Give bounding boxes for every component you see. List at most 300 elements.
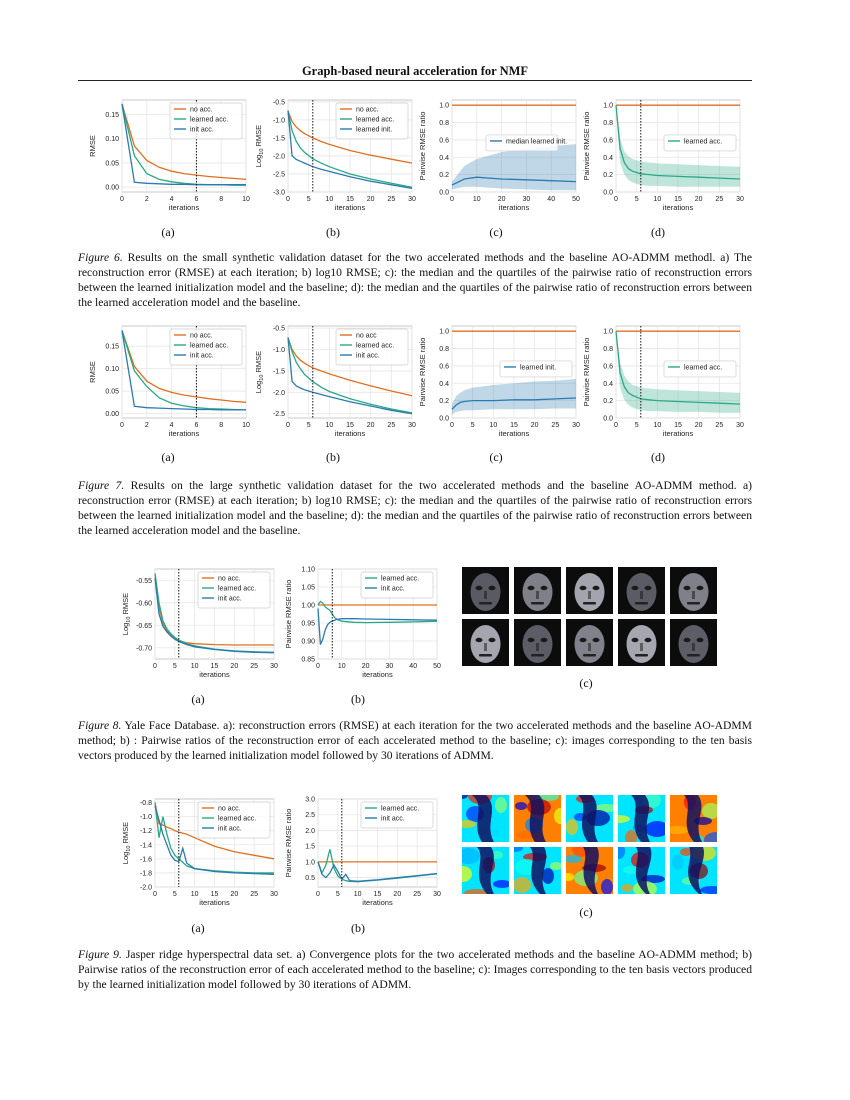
y-tick-label: 0.4 <box>439 154 449 162</box>
x-tick-label: 5 <box>172 891 177 898</box>
legend-label: init acc. <box>218 595 242 603</box>
x-tick-label: 6 <box>194 422 199 429</box>
y-tick-label: 0.90 <box>301 638 315 646</box>
subcaption-8b: (b) <box>351 692 365 706</box>
texture-patch <box>495 797 507 813</box>
x-tick-label: 0 <box>286 422 290 429</box>
y-tick-label: 0.0 <box>603 415 613 423</box>
y-tick-label: 0.10 <box>105 136 119 144</box>
y-tick-label: -1.0 <box>272 117 285 125</box>
x-tick-label: 10 <box>353 891 362 898</box>
y-tick-label: 0.15 <box>105 343 119 351</box>
y-tick-label: -2.0 <box>272 153 285 161</box>
y-tick-label: 0.05 <box>105 160 119 168</box>
legend-label: learned acc. <box>356 342 395 350</box>
x-tick-label: 50 <box>433 663 441 670</box>
chart-6c <box>412 96 582 218</box>
y-tick-label: 0.00 <box>105 411 119 419</box>
x-tick-label: 0 <box>120 196 124 203</box>
x-tick-label: 30 <box>408 422 416 429</box>
y-axis-label: RMSE <box>88 361 97 383</box>
nose-shape <box>640 591 643 599</box>
legend-label: median learned init. <box>506 138 568 146</box>
mouth-shape <box>687 602 700 605</box>
eye-shape <box>593 638 600 642</box>
legend-label: learned acc. <box>356 116 395 124</box>
legend-label: init acc. <box>190 126 214 134</box>
texture-patch <box>515 802 527 810</box>
eye-shape <box>489 586 496 590</box>
legend-label: no acc. <box>190 106 213 114</box>
eye-shape <box>528 638 535 642</box>
x-tick-label: 30 <box>270 663 278 670</box>
subcaption-6c: (c) <box>489 225 503 239</box>
subcaption-6b: (b) <box>326 225 340 239</box>
hyperspectral-basis-image <box>462 795 509 842</box>
eye-shape <box>541 638 548 642</box>
y-axis-label: Pairwise RMSE ratio <box>582 337 591 407</box>
hyperspectral-gallery <box>462 795 717 894</box>
x-tick-label: 25 <box>387 196 396 203</box>
mouth-shape <box>531 602 544 605</box>
nose-shape <box>484 643 487 651</box>
chart-8b <box>278 565 443 685</box>
x-tick-label: 5 <box>634 422 639 429</box>
y-axis-label: RMSE <box>88 135 97 157</box>
x-tick-label: 2 <box>144 422 149 429</box>
chart-8a <box>115 565 280 685</box>
x-tick-label: 10 <box>472 196 481 203</box>
x-tick-label: 4 <box>169 422 174 429</box>
eye-shape <box>541 586 548 590</box>
legend-label: learned acc. <box>684 138 723 146</box>
y-tick-label: 0.2 <box>439 172 449 180</box>
x-tick-label: 6 <box>194 196 199 203</box>
x-tick-label: 30 <box>736 196 744 203</box>
y-tick-label: -2.0 <box>139 884 152 892</box>
subcaption-7b: (b) <box>326 450 340 464</box>
hyperspectral-basis-image <box>514 795 561 842</box>
x-tick-label: 20 <box>530 422 539 429</box>
y-tick-label: -0.55 <box>136 577 152 585</box>
hyperspectral-basis-image <box>462 847 509 894</box>
x-axis-label: iterations <box>334 203 366 212</box>
x-tick-label: 10 <box>242 196 250 203</box>
x-tick-label: 20 <box>497 196 506 203</box>
nose-shape <box>536 643 539 651</box>
x-tick-label: 40 <box>547 196 556 203</box>
legend-label: learned acc. <box>684 364 723 372</box>
eye-shape <box>528 586 535 590</box>
x-tick-label: 20 <box>230 891 239 898</box>
y-tick-label: -0.5 <box>272 325 285 333</box>
eye-shape <box>684 586 691 590</box>
y-tick-label: 0.8 <box>603 120 613 128</box>
y-tick-label: -1.0 <box>139 814 152 822</box>
x-tick-label: 20 <box>230 663 239 670</box>
x-axis-label: iterations <box>662 203 694 212</box>
x-tick-label: 10 <box>489 422 498 429</box>
y-tick-label: 0.6 <box>439 137 449 145</box>
legend-label: learned acc. <box>190 342 229 350</box>
eye-shape <box>645 638 652 642</box>
x-tick-label: 30 <box>408 196 416 203</box>
legend-label: learned acc. <box>381 805 420 813</box>
figure-9-caption <box>78 947 752 992</box>
y-tick-label: 0.4 <box>603 154 613 162</box>
x-axis-label: iterations <box>199 670 230 679</box>
y-tick-label: 0.2 <box>603 172 613 180</box>
y-tick-label: 0.10 <box>105 366 119 374</box>
y-axis-label: Pairwise RMSE ratio <box>284 808 293 878</box>
face-basis-image <box>618 567 665 614</box>
x-tick-label: 25 <box>551 422 560 429</box>
hyperspectral-basis-image <box>618 847 665 894</box>
legend-label: init acc. <box>356 352 380 360</box>
figure-6-label: Figure 6. <box>78 251 123 264</box>
y-tick-label: 0.15 <box>105 112 119 120</box>
legend-label: init acc. <box>381 585 405 593</box>
x-tick-label: 20 <box>366 422 375 429</box>
chart-7d <box>576 322 746 444</box>
x-tick-label: 4 <box>169 196 174 203</box>
legend-label: no acc. <box>356 106 379 114</box>
subcaption-9b: (b) <box>351 921 365 935</box>
x-tick-label: 0 <box>316 663 320 670</box>
y-tick-label: 0.05 <box>105 388 119 396</box>
face-basis-image <box>566 619 613 666</box>
face-basis-image <box>514 619 561 666</box>
y-tick-label: 0.8 <box>603 346 613 354</box>
x-tick-label: 0 <box>286 196 290 203</box>
eye-shape <box>632 638 639 642</box>
mouth-shape <box>635 602 648 605</box>
y-tick-label: 1.0 <box>603 102 613 110</box>
y-tick-label: 0.6 <box>439 363 449 371</box>
eye-shape <box>489 638 496 642</box>
y-axis-label-subscript: 10 <box>126 616 132 623</box>
x-tick-label: 15 <box>510 422 518 429</box>
y-tick-label: -2.0 <box>272 389 285 397</box>
eye-shape <box>684 638 691 642</box>
y-tick-label: -1.5 <box>272 135 285 143</box>
y-axis-label: Log$_{10}$ RMSE <box>254 350 265 394</box>
legend-label: no acc. <box>218 805 241 813</box>
x-tick-label: 25 <box>715 422 724 429</box>
eye-shape <box>593 586 600 590</box>
y-tick-label: -0.5 <box>272 99 285 107</box>
hyperspectral-basis-image <box>670 795 717 842</box>
x-tick-label: 30 <box>433 891 441 898</box>
x-tick-label: 5 <box>172 663 177 670</box>
subcaption-6a: (a) <box>161 225 175 239</box>
x-tick-label: 20 <box>361 663 370 670</box>
chart-7c <box>412 322 582 444</box>
y-tick-label: 0.0 <box>439 189 449 197</box>
y-tick-label: 2.5 <box>305 812 315 820</box>
nose-shape <box>692 591 695 599</box>
mouth-shape <box>531 654 544 657</box>
x-tick-label: 25 <box>413 891 422 898</box>
y-axis-label-rest: RMSE <box>254 350 263 375</box>
y-tick-label: 1.00 <box>301 602 315 610</box>
x-tick-label: 30 <box>572 422 580 429</box>
y-tick-label: -1.5 <box>272 368 285 376</box>
mouth-shape <box>583 654 596 657</box>
y-tick-label: -2.5 <box>272 171 285 179</box>
y-tick-label: 0.8 <box>439 346 449 354</box>
legend-label: no acc. <box>190 332 213 340</box>
figure-8-caption <box>78 718 752 763</box>
texture-patch <box>621 884 633 892</box>
x-tick-label: 25 <box>250 663 259 670</box>
legend-label: learned init. <box>356 126 393 134</box>
x-tick-label: 20 <box>393 891 402 898</box>
face-basis-image <box>670 619 717 666</box>
y-tick-label: 0.00 <box>105 184 119 192</box>
legend-label: init acc. <box>381 815 405 823</box>
y-tick-label: 1.0 <box>305 859 315 867</box>
legend-label: learned acc. <box>381 575 420 583</box>
y-tick-label: 0.8 <box>439 120 449 128</box>
mouth-shape <box>635 654 648 657</box>
y-tick-label: 0.2 <box>603 398 613 406</box>
subcaption-6d: (d) <box>651 225 665 239</box>
y-axis-label: Pairwise RMSE ratio <box>284 579 293 649</box>
y-axis-label-rest: RMSE <box>254 124 263 149</box>
figure-7-caption <box>78 478 752 538</box>
x-tick-label: 20 <box>694 196 703 203</box>
x-tick-label: 30 <box>270 891 278 898</box>
figure-6-caption <box>78 250 752 310</box>
y-axis-label-rest: RMSE <box>121 592 130 617</box>
y-axis-label: Pairwise RMSE ratio <box>418 337 427 407</box>
figure-8-text: Yale Face Database. a): reconstruction errors (RMSE) at each iteration for the two accelerated methods and the baseline AO-ADMM method; b) : Pairwise ratios of the reconstruction error of each accelerated method to the baseline; c): images corresponding to the ten basis vectors produced by the learned initialization model followed by 30 iterations of ADMM. <box>78 719 752 762</box>
eye-shape <box>580 586 587 590</box>
texture-patch <box>566 819 578 835</box>
x-tick-label: 30 <box>522 196 531 203</box>
nose-shape <box>536 591 539 599</box>
eye-shape <box>632 586 639 590</box>
x-tick-label: 30 <box>736 422 744 429</box>
eye-shape <box>580 638 587 642</box>
x-tick-label: 10 <box>242 422 250 429</box>
subcaption-9a: (a) <box>191 921 205 935</box>
texture-patch <box>672 854 684 870</box>
x-tick-label: 0 <box>614 422 618 429</box>
y-tick-label: -0.65 <box>136 622 152 630</box>
y-tick-label: -0.70 <box>136 645 152 653</box>
subcaption-9c: (c) <box>579 905 593 919</box>
y-axis-label-subscript: 10 <box>259 148 265 155</box>
x-axis-label: iterations <box>199 898 230 907</box>
y-tick-label: 0.85 <box>301 656 315 664</box>
x-tick-label: 2 <box>144 196 149 203</box>
hyperspectral-basis-image <box>514 847 561 894</box>
x-tick-label: 5 <box>470 422 475 429</box>
chart-9a <box>115 795 280 913</box>
chart-6d <box>576 96 746 218</box>
face-basis-image <box>462 567 509 614</box>
x-tick-label: 0 <box>450 422 454 429</box>
x-tick-label: 25 <box>715 196 724 203</box>
x-axis-label: iterations <box>168 203 200 212</box>
nose-shape <box>692 643 695 651</box>
x-tick-label: 5 <box>306 422 311 429</box>
x-tick-label: 10 <box>337 663 346 670</box>
x-tick-label: 5 <box>634 196 639 203</box>
y-tick-label: 0.4 <box>603 380 613 388</box>
face-basis-image <box>670 567 717 614</box>
y-tick-label: 0.0 <box>603 189 613 197</box>
face-basis-image <box>462 619 509 666</box>
legend-label: learned acc. <box>218 815 257 823</box>
y-tick-label: -1.0 <box>272 347 285 355</box>
x-tick-label: 10 <box>653 196 662 203</box>
x-axis-label: iterations <box>362 898 393 907</box>
nose-shape <box>588 591 591 599</box>
legend-label: init acc. <box>218 825 242 833</box>
y-tick-label: 1.0 <box>439 102 449 110</box>
subcaption-7a: (a) <box>161 450 175 464</box>
nose-shape <box>640 643 643 651</box>
hyperspectral-basis-image <box>566 795 613 842</box>
y-tick-label: -1.2 <box>139 828 152 836</box>
x-tick-label: 10 <box>653 422 662 429</box>
y-tick-label: -0.60 <box>136 600 152 608</box>
nose-shape <box>484 591 487 599</box>
x-axis-label: iterations <box>498 203 530 212</box>
x-axis-label: iterations <box>334 429 366 438</box>
x-tick-label: 0 <box>614 196 618 203</box>
figure-7-label: Figure 7. <box>78 479 125 492</box>
x-tick-label: 25 <box>387 422 396 429</box>
face-basis-image <box>618 619 665 666</box>
figure-9-text: Jasper ridge hyperspectral data set. a) Convergence plots for the two accelerated methods and the baseline AO-ADMM method; b) Pairwise ratios of the reconstruction error of each accelerated method to the baseline; c): Images corresponding to the ten basis vectors produced by the learned initialization model followed by 30 iterations of ADMM. <box>78 948 752 991</box>
eye-shape <box>697 586 704 590</box>
x-axis-label: iterations <box>498 429 530 438</box>
x-axis-label: iterations <box>168 429 200 438</box>
y-tick-label: 1.0 <box>603 328 613 336</box>
mouth-shape <box>479 654 492 657</box>
figure-9-label: Figure 9. <box>78 948 122 961</box>
x-tick-label: 0 <box>153 663 157 670</box>
mouth-shape <box>687 654 700 657</box>
y-tick-label: 0.4 <box>439 380 449 388</box>
header-rule <box>78 80 752 81</box>
legend-label: no acc <box>356 332 377 340</box>
x-tick-label: 10 <box>325 196 334 203</box>
y-axis-label: Log$_{10}$ RMSE <box>254 124 265 168</box>
y-axis-label: Log$_{10}$ RMSE <box>121 592 132 636</box>
mouth-shape <box>479 602 492 605</box>
subcaption-8a: (a) <box>191 692 205 706</box>
x-tick-label: 0 <box>450 196 454 203</box>
y-tick-label: -0.8 <box>139 800 152 808</box>
chart-6a <box>82 96 252 218</box>
y-axis-label: Pairwise RMSE ratio <box>418 111 427 181</box>
y-tick-label: 1.5 <box>305 843 315 851</box>
x-tick-label: 0 <box>120 422 124 429</box>
figure-8-label: Figure 8. <box>78 719 122 732</box>
eye-shape <box>476 638 483 642</box>
x-tick-label: 20 <box>366 196 375 203</box>
y-axis-label-subscript: 10 <box>126 845 132 852</box>
y-tick-label: 0.0 <box>439 415 449 423</box>
x-tick-label: 15 <box>346 196 354 203</box>
x-tick-label: 50 <box>572 196 580 203</box>
x-tick-label: 15 <box>674 196 682 203</box>
y-tick-label: -1.4 <box>139 842 152 850</box>
face-basis-image <box>514 567 561 614</box>
subcaption-7d: (d) <box>651 450 665 464</box>
y-axis-label-subscript: 10 <box>259 374 265 381</box>
hyperspectral-basis-image <box>566 847 613 894</box>
x-tick-label: 10 <box>190 663 199 670</box>
x-tick-label: 15 <box>373 891 382 898</box>
chart-9b <box>278 795 443 913</box>
legend-label: learned acc. <box>218 585 257 593</box>
x-axis-label: iterations <box>362 670 393 679</box>
y-tick-label: -1.8 <box>139 870 152 878</box>
mouth-shape <box>583 602 596 605</box>
x-tick-label: 30 <box>385 663 394 670</box>
y-tick-label: 2.0 <box>305 827 315 835</box>
hyperspectral-basis-image <box>670 847 717 894</box>
subcaption-8c: (c) <box>579 676 593 690</box>
y-tick-label: 0.2 <box>439 398 449 406</box>
x-tick-label: 15 <box>674 422 682 429</box>
x-tick-label: 15 <box>346 422 354 429</box>
figure-7-text: Results on the large synthetic validation dataset for the two accelerated methods and the baseline AO-ADMM method. a) reconstruction error (RMSE) at each iteration; b) log10 RMSE; c): the median and the quartiles of the pairwise ratio of reconstruction errors between the learned initialization model and the baseline; d): the median and the quartiles of the pairwise ratio of reconstruction errors between the learned acceleration model and the baseline. <box>78 479 752 537</box>
eye-shape <box>645 586 652 590</box>
y-tick-label: -2.5 <box>272 411 285 419</box>
x-tick-label: 10 <box>325 422 334 429</box>
x-axis-label: iterations <box>662 429 694 438</box>
x-tick-label: 8 <box>219 422 224 429</box>
x-tick-label: 25 <box>250 891 259 898</box>
y-tick-label: 1.0 <box>439 328 449 336</box>
y-tick-label: 0.6 <box>603 363 613 371</box>
y-axis-label: Log$_{10}$ RMSE <box>121 821 132 865</box>
nose-shape <box>588 643 591 651</box>
legend-label: learned acc. <box>190 116 229 124</box>
y-tick-label: -3.0 <box>272 189 285 197</box>
x-tick-label: 0 <box>316 891 320 898</box>
legend-label: no acc. <box>218 575 241 583</box>
x-tick-label: 15 <box>210 891 219 898</box>
legend-label: init acc. <box>190 352 214 360</box>
y-tick-label: 0.6 <box>603 137 613 145</box>
x-tick-label: 0 <box>153 891 157 898</box>
y-tick-label: 0.95 <box>301 620 315 628</box>
x-tick-label: 15 <box>210 663 219 670</box>
x-tick-label: 40 <box>409 663 418 670</box>
figure-6-text: Results on the small synthetic validation dataset for the two accelerated methods and the baseline AO-ADMM methodl. a) The reconstruction error (RMSE) at each iteration; b) log10 RMSE; c): the median and the quartiles of the pairwise ratio of reconstruction errors between the learned initialization model and the baseline; d): the median and the quartiles of the pairwise ratio of reconstruction errors between the learned acceleration model and the baseline. <box>78 251 753 309</box>
eye-shape <box>476 586 483 590</box>
y-tick-label: 0.5 <box>305 875 315 883</box>
y-tick-label: 1.10 <box>301 566 315 574</box>
y-axis-label-rest: RMSE <box>121 821 130 846</box>
y-axis-label: Pairwise RMSE ratio <box>582 111 591 181</box>
y-tick-label: -1.6 <box>139 856 152 864</box>
chart-7a <box>82 322 252 444</box>
x-tick-label: 5 <box>335 891 340 898</box>
x-tick-label: 20 <box>694 422 703 429</box>
face-gallery <box>462 567 717 666</box>
x-tick-label: 5 <box>306 196 311 203</box>
y-tick-label: 1.05 <box>301 584 315 592</box>
